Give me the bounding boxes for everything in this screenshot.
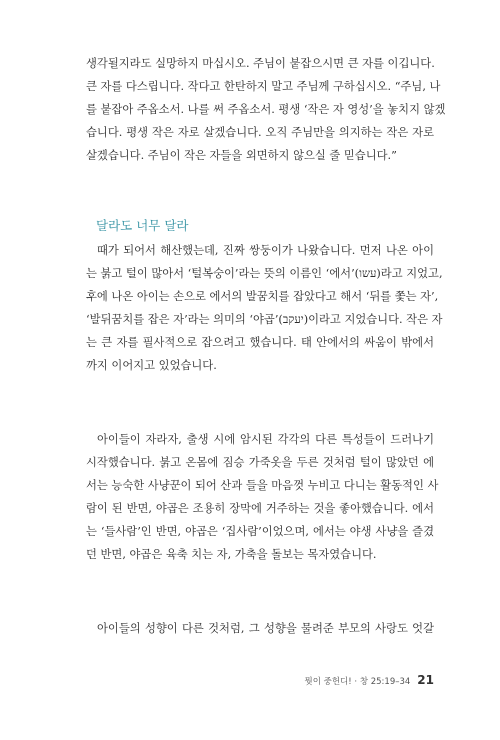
text-line: 는 붉고 털이 많아서 ‘털복숭이’라는 뜻의 이름인 ‘에서’(עשו)라고 지었고, — [86, 267, 443, 280]
text-line: 까지 이어지고 있었습니다. — [86, 359, 217, 372]
section-heading: 달라도 너무 달라 — [96, 218, 189, 233]
text-line: 시작했습니다. 붉고 온몸에 짐승 가죽옷을 두른 것처럼 털이 많았던 에 — [86, 456, 434, 469]
page-number: 21 — [417, 673, 434, 687]
text-line: 습니다. 평생 작은 자로 살겠습니다. 오직 주님만을 의지하는 작은 자로 — [86, 126, 434, 139]
text-line: 때가 되어서 해산했는데, 진짜 쌍둥이가 나왔습니다. 먼저 나온 아이 — [97, 244, 434, 257]
text-line: 서는 능숙한 사냥꾼이 되어 산과 들을 마음껏 누비고 다니는 활동적인 사 — [86, 479, 439, 492]
text-line: 를 붙잡아 주옵소서. 나를 써 주옵소서. 평생 ‘작은 자 영성’을 놓치지 않겠 — [86, 103, 446, 116]
running-footer-reference: 뭣이 중헌디! · 창 25:19–34 — [304, 677, 411, 687]
text-line: 람이 된 반면, 야곱은 조용히 장막에 거주하는 것을 좋아했습니다. 에서 — [86, 502, 434, 515]
paragraph-4 — [86, 617, 434, 640]
text-line: 살겠습니다. 주님이 작은 자들을 외면하지 않으실 줄 믿습니다.” — [86, 149, 397, 162]
paragraph-1 — [86, 52, 446, 167]
text-line: 는 ‘들사람’인 반면, 야곱은 ‘집사람’이었으며, 에서는 야생 사냥을 즐겼 — [86, 525, 434, 538]
page-footer — [305, 673, 434, 687]
text-line: 는 큰 자를 필사적으로 잡으려고 했습니다. 태 안에서의 싸움이 밖에서 — [86, 336, 434, 349]
text-line: 큰 자를 다스립니다. 작다고 한탄하지 말고 주님께 구하십시오. “주님, 나 — [86, 80, 441, 93]
paragraph-3 — [86, 428, 439, 566]
text-line: ‘발뒤꿈치를 잡은 자’라는 의미의 ‘야곱’(יעקב)이라고 지었습니다. 작은 자 — [86, 313, 443, 326]
text-line: 아이들의 성향이 다른 것처럼, 그 성향을 물려준 부모의 사랑도 엇갈 — [97, 622, 434, 635]
paragraph-2 — [86, 239, 443, 377]
text-line: 아이들이 자라자, 출생 시에 암시된 각각의 다른 특성들이 드러나기 — [97, 433, 434, 446]
text-line: 생각될지라도 실망하지 마십시오. 주님이 붙잡으시면 큰 자를 이깁니다. — [86, 57, 435, 70]
text-line: 후에 나온 아이는 손으로 에서의 발꿈치를 잡았다고 해서 ‘뒤를 쫓는 자’, — [86, 290, 439, 303]
text-line: 던 반면, 야곱은 육축 치는 자, 가축을 돌보는 목자였습니다. — [86, 548, 377, 561]
